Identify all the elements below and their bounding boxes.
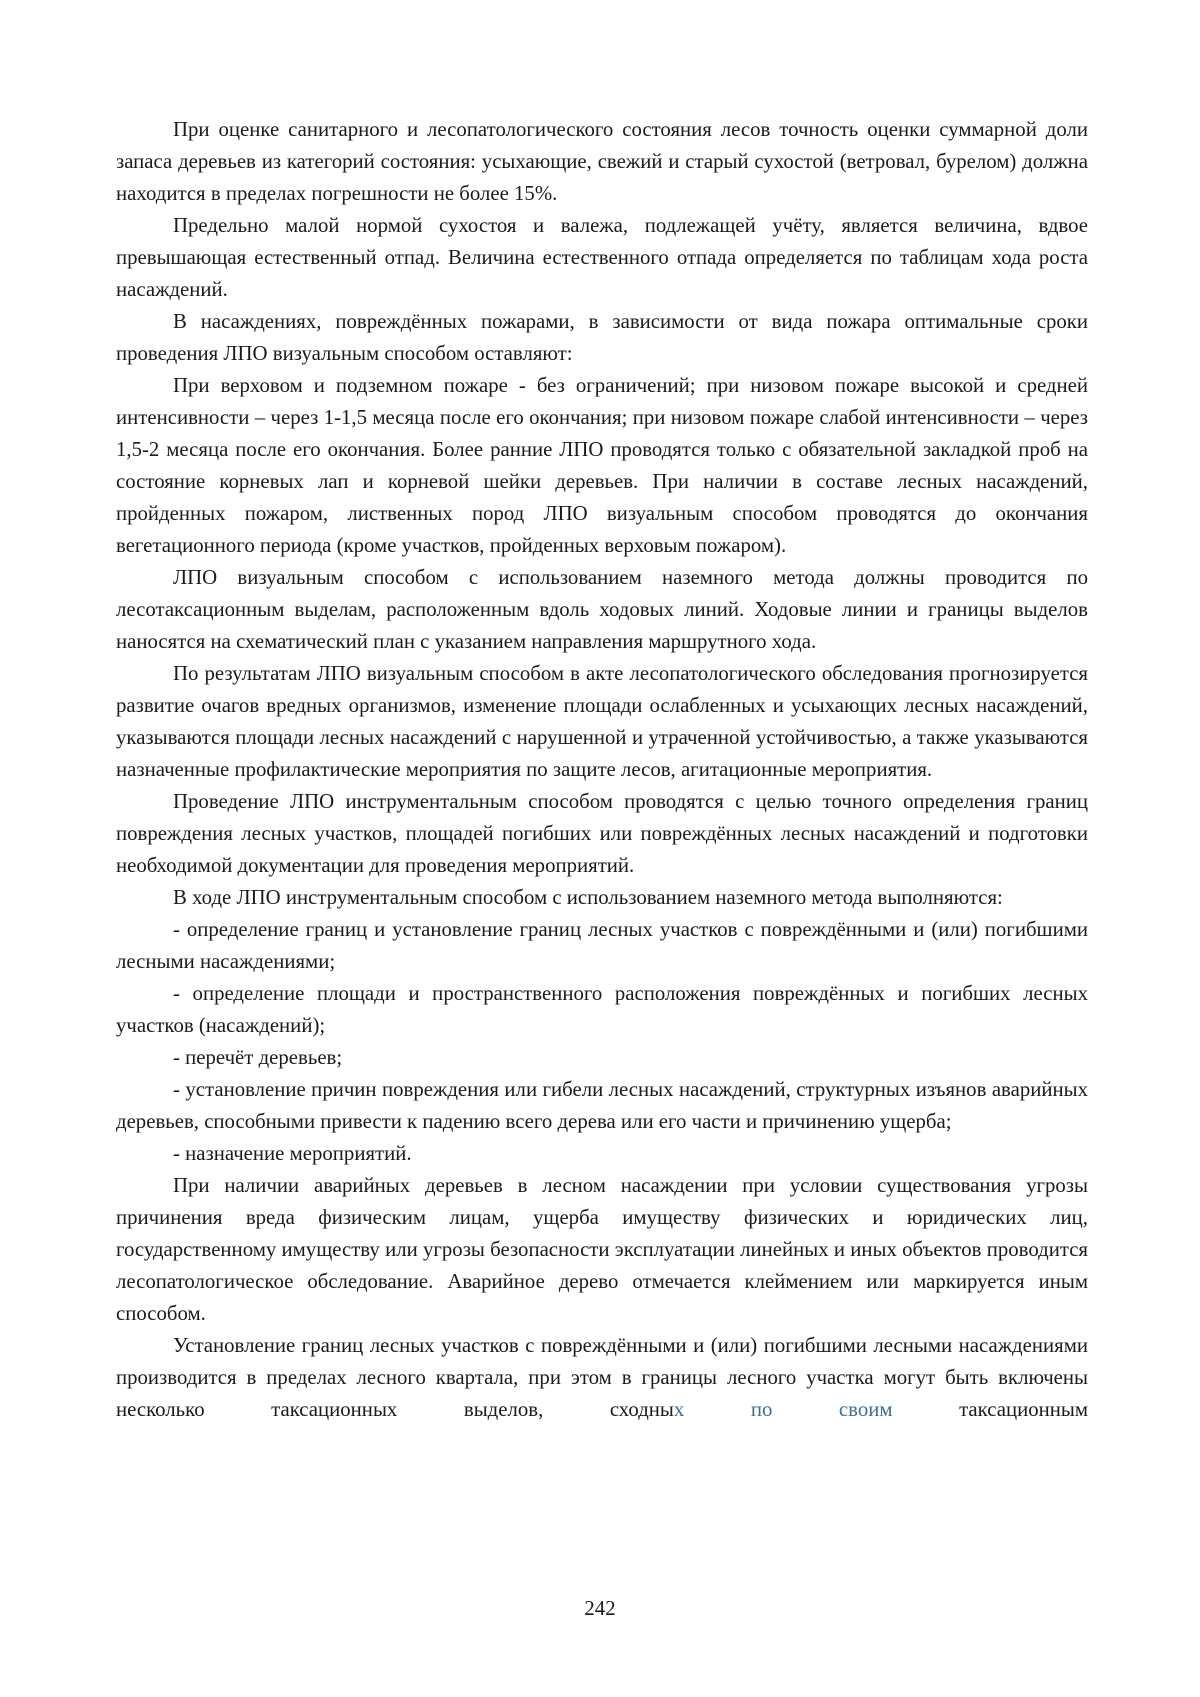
paragraph-text: Установление границ лесных участков с повреждёнными и (или) погибшими лесными насаждениями производится в пределах лесного квартала, при этом в границы лесного участка могут быть включены несколько таксационных выделов, сходны bbox=[116, 1334, 1088, 1421]
paragraph: По результатам ЛПО визуальным способом в акте лесопатологического обследования прогнозируется развитие очагов вредных организмов, изменение площади ослабленных и усыхающих лесных насаждений, указываются площади лесных насаждений с нарушенной и утраченной устойчивостью, а также указываются назначенные профилактические мероприятия по защите лесов, агитационные мероприятия. bbox=[116, 662, 1088, 781]
list-item: - определение границ и установление границ лесных участков с повреждёнными и (или) погибшими лесными насаждениями; bbox=[116, 918, 1088, 973]
list-item: - установление причин повреждения или гибели лесных насаждений, структурных изъянов аварийных деревьев, способными привести к падению всего дерева или его части и причинению ущерба; bbox=[116, 1078, 1088, 1133]
paragraph: В насаждениях, повреждённых пожарами, в зависимости от вида пожара оптимальные сроки проведения ЛПО визуальным способом оставляют: bbox=[116, 310, 1088, 365]
list-item: - перечёт деревьев; bbox=[173, 1046, 343, 1069]
paragraph: При верховом и подземном пожаре - без ограничений; при низовом пожаре высокой и средней интенсивности – через 1-1,5 месяца после его окончания; при низовом пожаре слабой интенсивности – через 1,5-2 месяца после его окончания. Более ранние ЛПО проводятся только с обязательной закладкой проб на состояние корневых лап и корневой шейки деревьев. При наличии в составе лесных насаждений, пройденных пожаром, лиственных пород ЛПО визуальным способом проводятся до окончания вегетационного периода (кроме участков, пройденных верховым пожаром). bbox=[116, 374, 1088, 557]
document-body bbox=[116, 114, 1088, 1426]
list-item: - назначение мероприятий. bbox=[173, 1142, 412, 1165]
highlighted-text: х по своим bbox=[673, 1398, 893, 1421]
paragraph-text: таксационным bbox=[892, 1398, 1088, 1421]
paragraph: В ходе ЛПО инструментальным способом с использованием наземного метода выполняются: bbox=[173, 886, 1003, 909]
page-number: 242 bbox=[584, 1597, 616, 1620]
paragraph: При наличии аварийных деревьев в лесном насаждении при условии существования угрозы причинения вреда физическим лицам, ущерба имуществу физических и юридических лиц, государственному имуществу или угрозы безопасности эксплуатации линейных и иных объектов проводится лесопатологическое обследование. Аварийное дерево отмечается клеймением или маркируется иным способом. bbox=[116, 1174, 1088, 1325]
paragraph: При оценке санитарного и лесопатологического состояния лесов точность оценки суммарной доли запаса деревьев из категорий состояния: усыхающие, свежий и старый сухостой (ветровал, бурелом) должна находится в пределах погрешности не более 15%. bbox=[116, 118, 1088, 205]
paragraph-continued bbox=[116, 1330, 1088, 1426]
list-item: - определение площади и пространственного расположения повреждённых и погибших лесных участков (насаждений); bbox=[116, 982, 1088, 1037]
paragraph: ЛПО визуальным способом с использованием наземного метода должны проводится по лесотаксационным выделам, расположенным вдоль ходовых линий. Ходовые линии и границы выделов наносятся на схематический план с указанием направления маршрутного хода. bbox=[116, 566, 1088, 653]
paragraph: Предельно малой нормой сухостоя и валежа, подлежащей учёту, является величина, вдвое превышающая естественный отпад. Величина естественного отпада определяется по таблицам хода роста насаждений. bbox=[116, 214, 1088, 301]
paragraph: Проведение ЛПО инструментальным способом проводятся с целью точного определения границ повреждения лесных участков, площадей погибших или повреждённых лесных насаждений и подготовки необходимой документации для проведения мероприятий. bbox=[116, 790, 1088, 877]
